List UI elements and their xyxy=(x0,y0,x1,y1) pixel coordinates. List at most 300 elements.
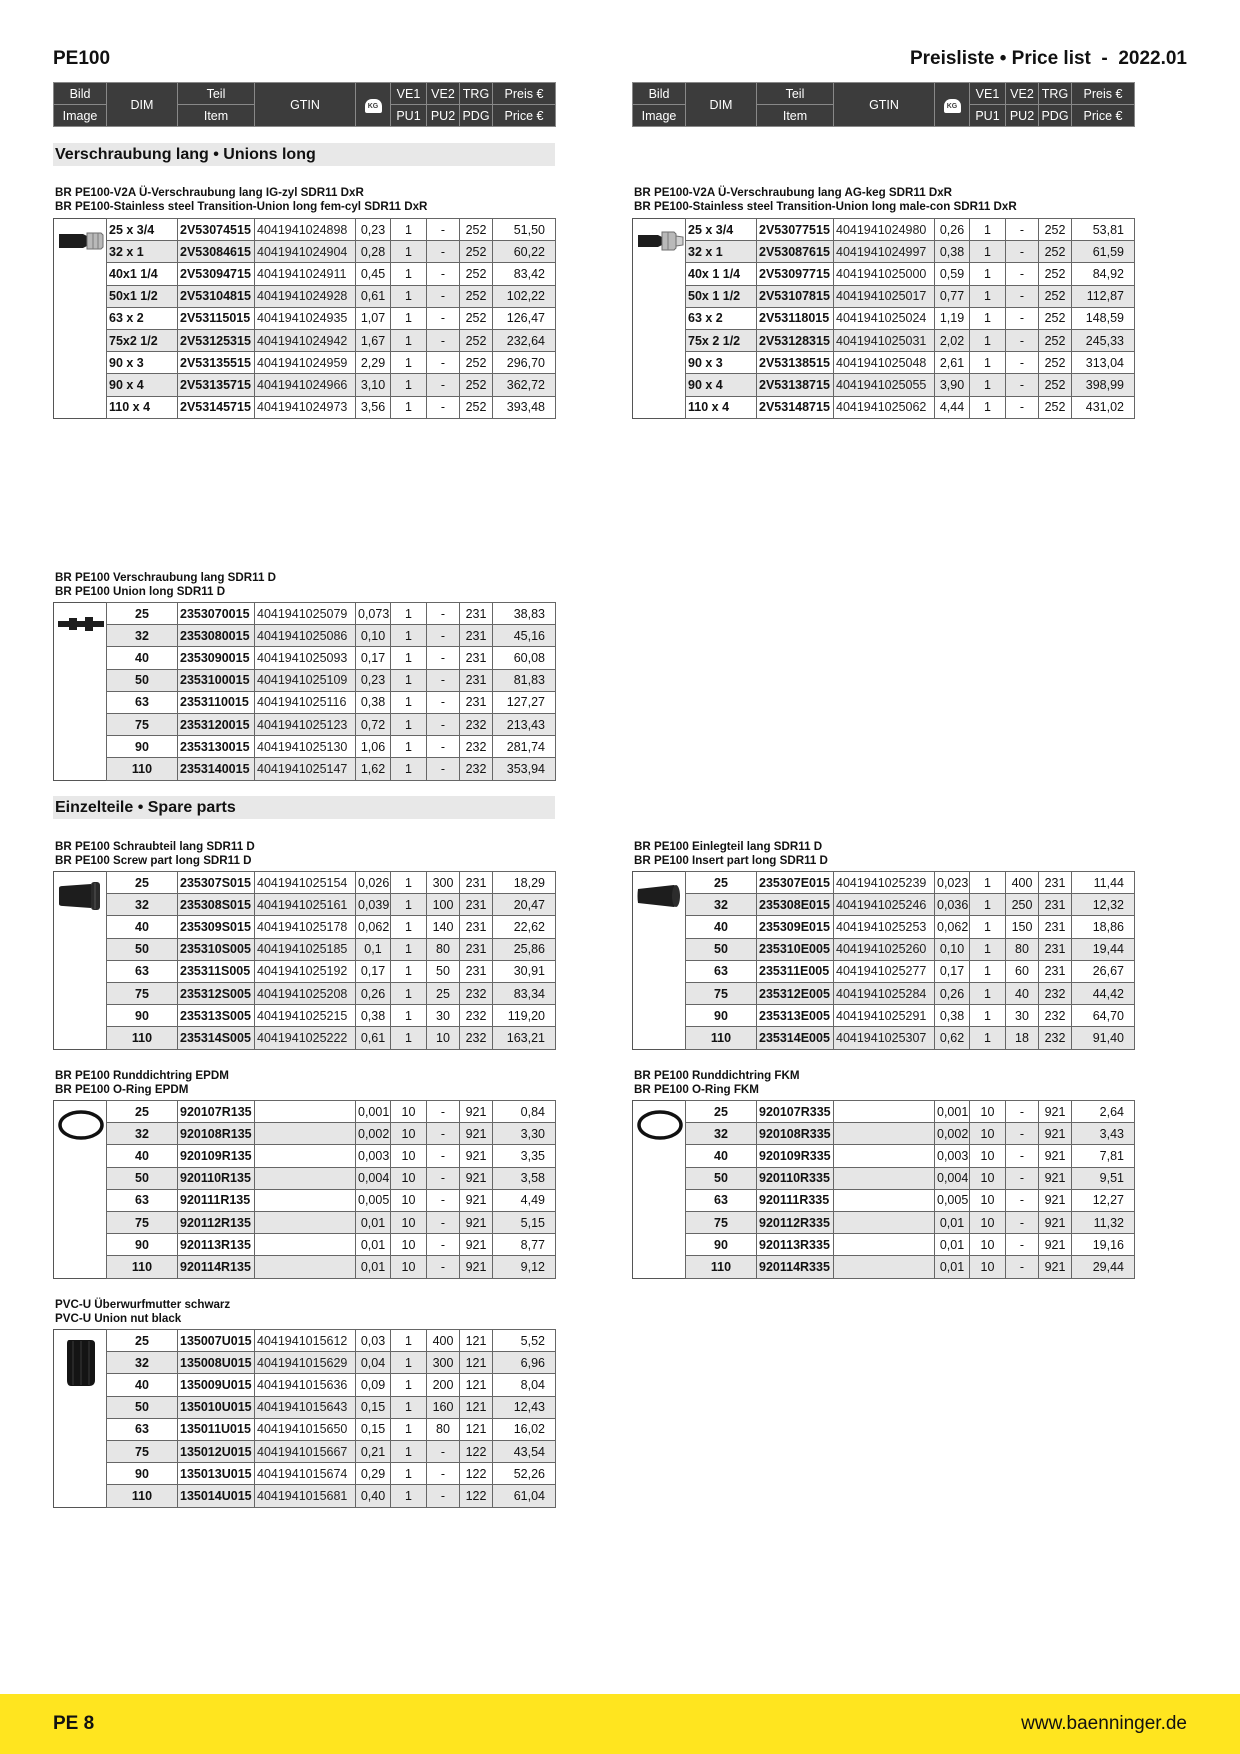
ve2-cell: - xyxy=(1006,1167,1039,1189)
weight-cell: 0,004 xyxy=(935,1167,970,1189)
dim-cell: 90 x 4 xyxy=(107,374,178,396)
price-cell: 9,51 xyxy=(1072,1167,1135,1189)
article-number-cell: 2V53138515 xyxy=(757,352,834,374)
table-row xyxy=(686,1256,1135,1278)
dim-cell: 32 xyxy=(686,1123,757,1145)
ve1-cell: 1 xyxy=(391,1352,427,1374)
o-ring-icon xyxy=(636,1107,684,1143)
table-row xyxy=(107,691,556,713)
product-table xyxy=(685,871,1135,1050)
ve2-cell: - xyxy=(427,307,460,329)
table-row xyxy=(686,329,1135,351)
weight-cell: 0,003 xyxy=(356,1145,391,1167)
gtin-cell: 4041941025208 xyxy=(255,982,356,1004)
product-title-de: BR PE100-V2A Ü-Verschraubung lang AG-keg SDR11 DxR xyxy=(634,186,953,199)
price-cell: 60,08 xyxy=(493,647,556,669)
price-cell: 5,15 xyxy=(493,1211,556,1233)
trg-cell: 921 xyxy=(460,1101,493,1123)
trg-cell: 121 xyxy=(460,1374,493,1396)
trg-cell: 252 xyxy=(1039,263,1072,285)
ve2-cell: - xyxy=(427,1485,460,1507)
article-number-cell: 920114R335 xyxy=(757,1256,834,1278)
article-number-cell: 235312E005 xyxy=(757,982,834,1004)
price-cell: 20,47 xyxy=(493,894,556,916)
price-cell: 3,30 xyxy=(493,1123,556,1145)
weight-cell: 0,01 xyxy=(356,1211,391,1233)
price-cell: 53,81 xyxy=(1072,219,1135,241)
trg-cell: 231 xyxy=(1039,894,1072,916)
article-number-cell: 235313S005 xyxy=(178,1005,255,1027)
weight-cell: 3,90 xyxy=(935,374,970,396)
dim-cell: 75 xyxy=(107,982,178,1004)
dim-cell: 75 xyxy=(107,1211,178,1233)
price-cell: 296,70 xyxy=(493,352,556,374)
weight-cell: 0,26 xyxy=(356,982,391,1004)
article-number-cell: 920109R335 xyxy=(757,1145,834,1167)
table-row xyxy=(107,1167,556,1189)
trg-cell: 231 xyxy=(460,872,493,894)
product-table xyxy=(106,1100,556,1279)
gtin-cell: 4041941024928 xyxy=(255,285,356,307)
gtin-cell: 4041941025123 xyxy=(255,713,356,735)
dim-cell: 110 x 4 xyxy=(107,396,178,418)
trg-cell: 921 xyxy=(1039,1145,1072,1167)
article-number-cell: 2353090015 xyxy=(178,647,255,669)
trg-cell: 921 xyxy=(1039,1234,1072,1256)
table-row xyxy=(107,1234,556,1256)
price-cell: 3,35 xyxy=(493,1145,556,1167)
weight-cell: 0,001 xyxy=(356,1101,391,1123)
ve2-cell: - xyxy=(427,713,460,735)
weight-cell: 0,01 xyxy=(935,1234,970,1256)
o-ring-icon xyxy=(57,1107,105,1143)
gtin-cell: 4041941024973 xyxy=(255,396,356,418)
ve2-cell: - xyxy=(427,219,460,241)
product-table xyxy=(106,871,556,1050)
article-number-cell: 135009U015 xyxy=(178,1374,255,1396)
article-number-cell: 920109R135 xyxy=(178,1145,255,1167)
price-cell: 19,16 xyxy=(1072,1234,1135,1256)
article-number-cell: 235308E015 xyxy=(757,894,834,916)
weight-cell: 0,17 xyxy=(935,960,970,982)
gtin-cell xyxy=(255,1211,356,1233)
ve2-cell: - xyxy=(1006,241,1039,263)
article-number-cell: 2V53074515 xyxy=(178,219,255,241)
weight-cell: 0,62 xyxy=(935,1027,970,1049)
trg-cell: 252 xyxy=(460,352,493,374)
col-dim: DIM xyxy=(686,83,757,127)
article-number-cell: 2V53084615 xyxy=(178,241,255,263)
ve2-cell: 80 xyxy=(427,938,460,960)
trg-cell: 121 xyxy=(460,1330,493,1352)
ve2-cell: - xyxy=(427,1234,460,1256)
article-number-cell: 2V53097715 xyxy=(757,263,834,285)
trg-cell: 121 xyxy=(460,1396,493,1418)
table-row xyxy=(686,1189,1135,1211)
ve1-cell: 1 xyxy=(391,647,427,669)
trg-cell: 921 xyxy=(460,1167,493,1189)
weight-cell: 0,15 xyxy=(356,1396,391,1418)
weight-cell: 0,61 xyxy=(356,285,391,307)
price-cell: 232,64 xyxy=(493,329,556,351)
price-cell: 102,22 xyxy=(493,285,556,307)
ve1-cell: 10 xyxy=(970,1167,1006,1189)
trg-cell: 252 xyxy=(1039,285,1072,307)
trg-cell: 231 xyxy=(460,960,493,982)
dim-cell: 32 xyxy=(107,1352,178,1374)
product-title-de: BR PE100 Einlegteil lang SDR11 D xyxy=(634,840,823,853)
price-cell: 3,58 xyxy=(493,1167,556,1189)
gtin-cell: 4041941025000 xyxy=(834,263,935,285)
trg-cell: 231 xyxy=(1039,872,1072,894)
gtin-cell: 4041941024980 xyxy=(834,219,935,241)
dim-cell: 40 xyxy=(686,1145,757,1167)
article-number-cell: 920113R335 xyxy=(757,1234,834,1256)
col-ve1: VE1 xyxy=(391,83,427,105)
price-cell: 61,59 xyxy=(1072,241,1135,263)
table-row xyxy=(686,916,1135,938)
ve1-cell: 1 xyxy=(970,982,1006,1004)
gtin-cell xyxy=(255,1234,356,1256)
weight-cell: 0,38 xyxy=(935,1005,970,1027)
table-row xyxy=(686,1167,1135,1189)
gtin-cell: 4041941015650 xyxy=(255,1418,356,1440)
product-table xyxy=(106,218,556,419)
table-row xyxy=(107,713,556,735)
price-cell: 51,50 xyxy=(493,219,556,241)
gtin-cell: 4041941024935 xyxy=(255,307,356,329)
weight-cell: 0,002 xyxy=(935,1123,970,1145)
col-dim: DIM xyxy=(107,83,178,127)
ve1-cell: 1 xyxy=(391,1463,427,1485)
price-cell: 12,27 xyxy=(1072,1189,1135,1211)
col-ve1: VE1 xyxy=(970,83,1006,105)
page-header xyxy=(53,48,1187,74)
ve2-cell: 400 xyxy=(427,1330,460,1352)
ve2-cell: - xyxy=(427,1440,460,1462)
weight-cell: 0,45 xyxy=(356,263,391,285)
price-cell: 4,49 xyxy=(493,1189,556,1211)
article-number-cell: 2V53148715 xyxy=(757,396,834,418)
price-cell: 9,12 xyxy=(493,1256,556,1278)
ve2-cell: - xyxy=(1006,263,1039,285)
ve2-cell: - xyxy=(427,758,460,780)
trg-cell: 252 xyxy=(460,285,493,307)
weight-cell: 1,19 xyxy=(935,307,970,329)
gtin-cell xyxy=(834,1101,935,1123)
dim-cell: 63 xyxy=(107,1418,178,1440)
price-cell: 18,86 xyxy=(1072,916,1135,938)
section-unions-long: Verschraubung lang • Unions long xyxy=(53,143,555,166)
article-number-cell: 235313E005 xyxy=(757,1005,834,1027)
table-row xyxy=(686,307,1135,329)
ve2-cell: - xyxy=(427,1189,460,1211)
weight-cell: 0,062 xyxy=(935,916,970,938)
ve1-cell: 1 xyxy=(391,669,427,691)
dim-cell: 90 xyxy=(686,1005,757,1027)
product-table xyxy=(106,602,556,781)
ve2-cell: - xyxy=(427,1256,460,1278)
article-number-cell: 920112R335 xyxy=(757,1211,834,1233)
ve2-cell: - xyxy=(427,374,460,396)
trg-cell: 232 xyxy=(1039,1027,1072,1049)
ve1-cell: 1 xyxy=(391,625,427,647)
gtin-cell: 4041941015667 xyxy=(255,1440,356,1462)
product-image xyxy=(632,871,686,1050)
article-number-cell: 2V53094715 xyxy=(178,263,255,285)
trg-cell: 231 xyxy=(1039,960,1072,982)
price-cell: 91,40 xyxy=(1072,1027,1135,1049)
ve1-cell: 1 xyxy=(391,1005,427,1027)
col-item-en: Item xyxy=(757,105,834,127)
ve2-cell: - xyxy=(427,1167,460,1189)
ve2-cell: - xyxy=(1006,307,1039,329)
product-title-en: PVC-U Union nut black xyxy=(55,1312,182,1325)
article-number-cell: 2V53107815 xyxy=(757,285,834,307)
trg-cell: 232 xyxy=(460,736,493,758)
gtin-cell: 4041941015681 xyxy=(255,1485,356,1507)
gtin-cell: 4041941025239 xyxy=(834,872,935,894)
ve2-cell: 150 xyxy=(1006,916,1039,938)
table-row xyxy=(107,1330,556,1352)
col-image-de: Bild xyxy=(54,83,107,105)
table-row xyxy=(107,1418,556,1440)
ve2-cell: - xyxy=(1006,1145,1039,1167)
product-image xyxy=(53,871,107,1050)
table-row xyxy=(686,241,1135,263)
trg-cell: 921 xyxy=(1039,1123,1072,1145)
dim-cell: 63 xyxy=(107,691,178,713)
dim-cell: 90 x 3 xyxy=(686,352,757,374)
ve1-cell: 1 xyxy=(391,758,427,780)
trg-cell: 122 xyxy=(460,1463,493,1485)
product-title xyxy=(55,1298,565,1326)
col-price-en: Price € xyxy=(493,105,556,127)
trg-cell: 252 xyxy=(1039,241,1072,263)
dim-cell: 32 x 1 xyxy=(686,241,757,263)
weight-cell: 0,15 xyxy=(356,1418,391,1440)
trg-cell: 252 xyxy=(460,263,493,285)
article-number-cell: 235309E015 xyxy=(757,916,834,938)
weight-cell: 0,17 xyxy=(356,960,391,982)
weight-cell: 0,039 xyxy=(356,894,391,916)
trg-cell: 231 xyxy=(460,647,493,669)
col-gtin: GTIN xyxy=(255,83,356,127)
trg-cell: 921 xyxy=(1039,1189,1072,1211)
article-number-cell: 2V53115015 xyxy=(178,307,255,329)
gtin-cell: 4041941015674 xyxy=(255,1463,356,1485)
trg-cell: 921 xyxy=(460,1145,493,1167)
ve1-cell: 1 xyxy=(391,894,427,916)
gtin-cell xyxy=(255,1256,356,1278)
dim-cell: 75 xyxy=(686,982,757,1004)
price-cell: 8,77 xyxy=(493,1234,556,1256)
price-cell: 3,43 xyxy=(1072,1123,1135,1145)
dim-cell: 32 xyxy=(107,1123,178,1145)
gtin-cell: 4041941025161 xyxy=(255,894,356,916)
ve2-cell: 60 xyxy=(1006,960,1039,982)
ve2-cell: 40 xyxy=(1006,982,1039,1004)
price-cell: 393,48 xyxy=(493,396,556,418)
ve1-cell: 10 xyxy=(391,1167,427,1189)
article-number-cell: 2353100015 xyxy=(178,669,255,691)
weight-cell: 0,005 xyxy=(356,1189,391,1211)
article-number-cell: 2V53138715 xyxy=(757,374,834,396)
ve1-cell: 1 xyxy=(391,691,427,713)
ve2-cell: - xyxy=(427,691,460,713)
dim-cell: 110 xyxy=(107,1485,178,1507)
trg-cell: 232 xyxy=(1039,982,1072,1004)
price-list-title: Preisliste • Price list - 2022.01 xyxy=(909,48,1187,69)
dim-cell: 63 xyxy=(107,1189,178,1211)
gtin-cell: 4041941015629 xyxy=(255,1352,356,1374)
dim-cell: 50x1 1/2 xyxy=(107,285,178,307)
weight-cell: 0,38 xyxy=(356,1005,391,1027)
ve1-cell: 1 xyxy=(970,894,1006,916)
product-title-en: BR PE100 Union long SDR11 D xyxy=(55,585,226,598)
dim-cell: 25 x 3/4 xyxy=(686,219,757,241)
table-row xyxy=(686,285,1135,307)
table-row xyxy=(107,1145,556,1167)
product-title-de: BR PE100 Verschraubung lang SDR11 D xyxy=(55,571,276,584)
product-table xyxy=(685,1100,1135,1279)
dim-cell: 63 xyxy=(107,960,178,982)
gtin-cell: 4041941025086 xyxy=(255,625,356,647)
weight-cell: 0,28 xyxy=(356,241,391,263)
weight-cell: 0,21 xyxy=(356,1440,391,1462)
dim-cell: 40 xyxy=(107,647,178,669)
gtin-cell: 4041941025109 xyxy=(255,669,356,691)
price-cell: 281,74 xyxy=(493,736,556,758)
weight-cell: 0,77 xyxy=(935,285,970,307)
trg-cell: 252 xyxy=(460,307,493,329)
col-ve2: VE2 xyxy=(1006,83,1039,105)
table-row xyxy=(107,1027,556,1049)
price-cell: 84,92 xyxy=(1072,263,1135,285)
ve2-cell: 10 xyxy=(427,1027,460,1049)
article-number-cell: 135007U015 xyxy=(178,1330,255,1352)
price-cell: 6,96 xyxy=(493,1352,556,1374)
trg-cell: 252 xyxy=(1039,307,1072,329)
ve2-cell: 300 xyxy=(427,872,460,894)
dim-cell: 25 xyxy=(686,872,757,894)
table-row xyxy=(107,960,556,982)
price-cell: 61,04 xyxy=(493,1485,556,1507)
table-row xyxy=(686,1027,1135,1049)
table-row xyxy=(107,396,556,418)
trg-cell: 122 xyxy=(460,1485,493,1507)
gtin-cell: 4041941025093 xyxy=(255,647,356,669)
product-title-de: BR PE100-V2A Ü-Verschraubung lang IG-zyl SDR11 DxR xyxy=(55,186,364,199)
weight-cell: 0,01 xyxy=(356,1256,391,1278)
weight-cell: 0,09 xyxy=(356,1374,391,1396)
gtin-cell xyxy=(255,1101,356,1123)
article-number-cell: 235310S005 xyxy=(178,938,255,960)
weight-cell: 0,036 xyxy=(935,894,970,916)
price-cell: 0,84 xyxy=(493,1101,556,1123)
table-row xyxy=(686,374,1135,396)
article-number-cell: 2V53145715 xyxy=(178,396,255,418)
col-gtin: GTIN xyxy=(834,83,935,127)
table-row xyxy=(686,938,1135,960)
price-cell: 43,54 xyxy=(493,1440,556,1462)
ve2-cell: - xyxy=(1006,396,1039,418)
dim-cell: 90 xyxy=(107,1005,178,1027)
table-row xyxy=(107,603,556,625)
dim-cell: 63 xyxy=(686,1189,757,1211)
union-nut-icon xyxy=(57,1336,105,1390)
ve1-cell: 1 xyxy=(391,938,427,960)
dim-cell: 110 xyxy=(686,1027,757,1049)
price-cell: 148,59 xyxy=(1072,307,1135,329)
table-row xyxy=(107,625,556,647)
price-cell: 81,83 xyxy=(493,669,556,691)
weight-cell: 0,1 xyxy=(356,938,391,960)
product-image xyxy=(53,1329,107,1508)
transition-union-female-icon xyxy=(57,225,105,255)
trg-cell: 921 xyxy=(460,1123,493,1145)
gtin-cell xyxy=(834,1167,935,1189)
trg-cell: 231 xyxy=(1039,916,1072,938)
ve2-cell: 80 xyxy=(1006,938,1039,960)
product-block-o-ring-fkm xyxy=(632,1100,1134,1279)
article-number-cell: 235308S015 xyxy=(178,894,255,916)
ve2-cell: - xyxy=(427,1145,460,1167)
weight-cell: 0,23 xyxy=(356,219,391,241)
ve1-cell: 1 xyxy=(391,1330,427,1352)
ve1-cell: 1 xyxy=(970,938,1006,960)
ve1-cell: 1 xyxy=(391,736,427,758)
ve2-cell: - xyxy=(427,263,460,285)
table-row xyxy=(686,1101,1135,1123)
ve2-cell: - xyxy=(427,1211,460,1233)
union-long-icon xyxy=(57,609,105,639)
ve2-cell: 300 xyxy=(427,1352,460,1374)
price-cell: 26,67 xyxy=(1072,960,1135,982)
ve1-cell: 1 xyxy=(391,603,427,625)
ve1-cell: 1 xyxy=(391,1396,427,1418)
article-number-cell: 135012U015 xyxy=(178,1440,255,1462)
article-number-cell: 135010U015 xyxy=(178,1396,255,1418)
ve1-cell: 10 xyxy=(391,1123,427,1145)
price-cell: 30,91 xyxy=(493,960,556,982)
ve1-cell: 1 xyxy=(391,396,427,418)
weight-cell: 0,062 xyxy=(356,916,391,938)
ve1-cell: 10 xyxy=(970,1123,1006,1145)
gtin-cell: 4041941024911 xyxy=(255,263,356,285)
product-image xyxy=(53,602,107,781)
product-block-ag-keg xyxy=(632,218,1134,419)
ve1-cell: 1 xyxy=(391,916,427,938)
trg-cell: 252 xyxy=(460,241,493,263)
gtin-cell: 4041941025147 xyxy=(255,758,356,780)
ve2-cell: 30 xyxy=(1006,1005,1039,1027)
table-row xyxy=(686,1211,1135,1233)
col-item-en: Item xyxy=(178,105,255,127)
gtin-cell xyxy=(255,1167,356,1189)
weight-cell: 2,61 xyxy=(935,352,970,374)
website-link[interactable]: www.baenninger.de xyxy=(1021,1713,1187,1734)
ve2-cell: - xyxy=(427,603,460,625)
dim-cell: 50 xyxy=(107,1396,178,1418)
price-cell: 64,70 xyxy=(1072,1005,1135,1027)
dim-cell: 50 xyxy=(107,669,178,691)
dim-cell: 90 xyxy=(107,736,178,758)
article-number-cell: 2353070015 xyxy=(178,603,255,625)
trg-cell: 252 xyxy=(1039,352,1072,374)
table-row xyxy=(107,1440,556,1462)
dim-cell: 50 xyxy=(686,1167,757,1189)
